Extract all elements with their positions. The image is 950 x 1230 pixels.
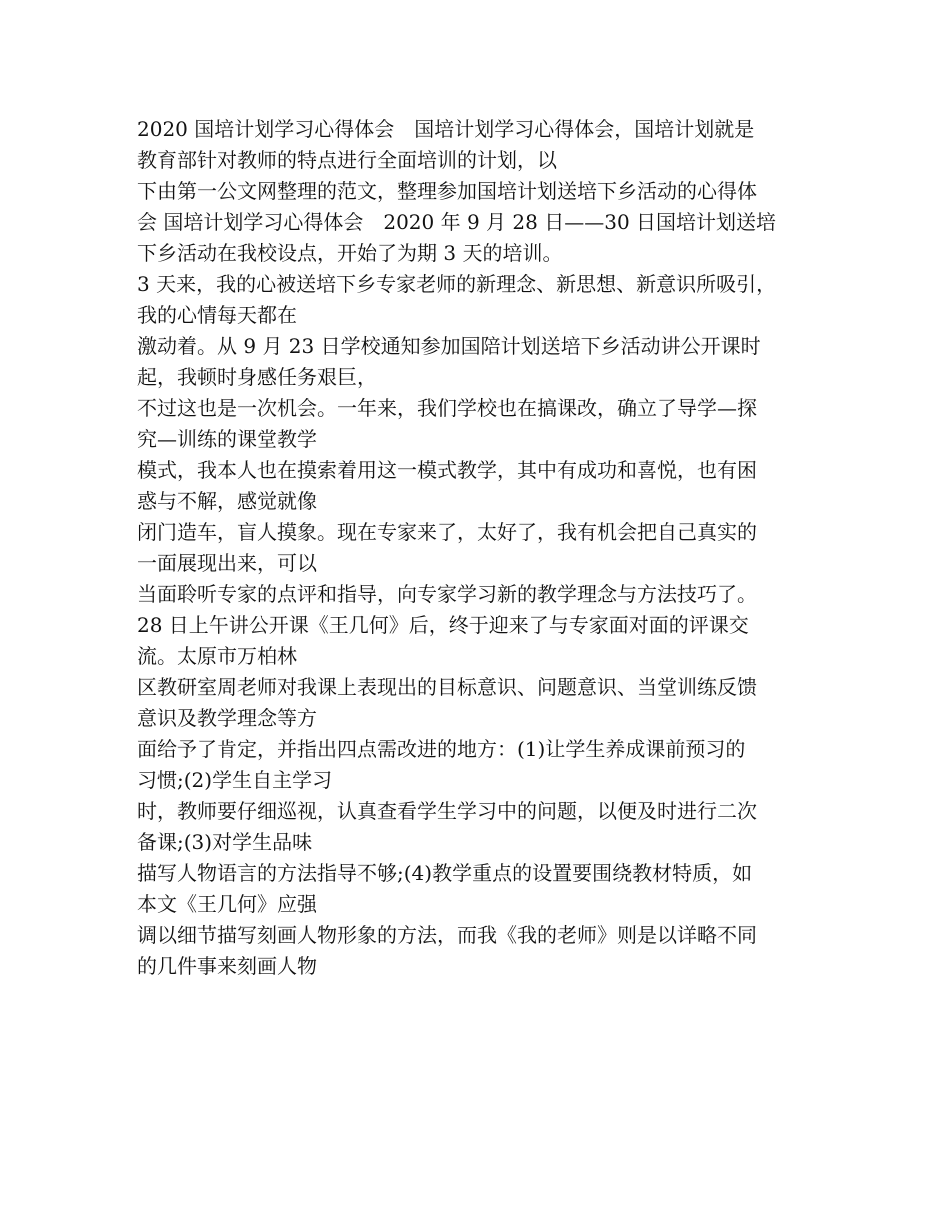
text-line-22: 习惯;(2)学生自主学习 (137, 768, 333, 792)
text-line-13: 惑与不解，感觉就像 (137, 489, 317, 513)
text-line-21: 面给予了肯定，并指出四点需改进的地方：(1)让学生养成课前预习的 (137, 737, 746, 761)
text-line-9: 起，我顿时身感任务艰巨， (137, 365, 377, 389)
text-line-18: 流。太原市万柏林 (137, 644, 297, 668)
text-line-10: 不过这也是一次机会。一年来，我们学校也在搞课改，确立了导学—探 (137, 396, 757, 420)
text-line-20: 意识及教学理念等方 (137, 706, 317, 730)
text-line-25: 描写人物语言的方法指导不够;(4)教学重点的设置要围绕教材特质，如 (137, 861, 753, 885)
text-line-5: 下乡活动在我校设点，开始了为期 3 天的培训。 (137, 241, 563, 265)
text-line-28: 的几件事来刻画人物 (137, 954, 317, 978)
text-line-7: 我的心情每天都在 (137, 303, 297, 327)
text-line-19: 区教研室周老师对我课上表现出的目标意识、问题意识、当堂训练反馈 (137, 675, 757, 699)
text-line-2: 教育部针对教师的特点进行全面培训的计划，以 (137, 148, 557, 172)
text-line-16: 当面聆听专家的点评和指导，向专家学习新的教学理念与方法技巧了。 (137, 582, 757, 606)
text-line-1: 2020 国培计划学习心得体会 国培计划学习心得体会，国培计划就是 (137, 117, 755, 141)
text-line-27: 调以细节描写刻画人物形象的方法，而我《我的老师》则是以详略不同 (137, 923, 757, 947)
text-line-12: 模式，我本人也在摸索着用这一模式教学，其中有成功和喜悦，也有困 (137, 458, 757, 482)
text-line-26: 本文《王几何》应强 (137, 892, 317, 916)
text-line-24: 备课;(3)对学生品味 (137, 830, 313, 854)
text-line-3: 下由第一公文网整理的范文，整理参加国培计划送培下乡活动的心得体 (137, 179, 757, 203)
text-line-23: 时，教师要仔细巡视，认真查看学生学习中的问题，以便及时进行二次 (137, 799, 757, 823)
text-line-11: 究—训练的课堂教学 (137, 427, 317, 451)
document-body (137, 114, 827, 982)
text-line-6: 3 天来，我的心被送培下乡专家老师的新理念、新思想、新意识所吸引， (137, 272, 777, 296)
text-line-15: 一面展现出来，可以 (137, 551, 317, 575)
text-line-8: 激动着。从 9 月 23 日学校通知参加国陪计划送培下乡活动讲公开课时 (137, 334, 761, 358)
text-line-4: 会 国培计划学习心得体会 2020 年 9 月 28 日——30 日国培计划送培 (137, 210, 777, 234)
text-line-17: 28 日上午讲公开课《王几何》后，终于迎来了与专家面对面的评课交 (137, 613, 749, 637)
text-line-14: 闭门造车，盲人摸象。现在专家来了，太好了，我有机会把自己真实的 (137, 520, 757, 544)
